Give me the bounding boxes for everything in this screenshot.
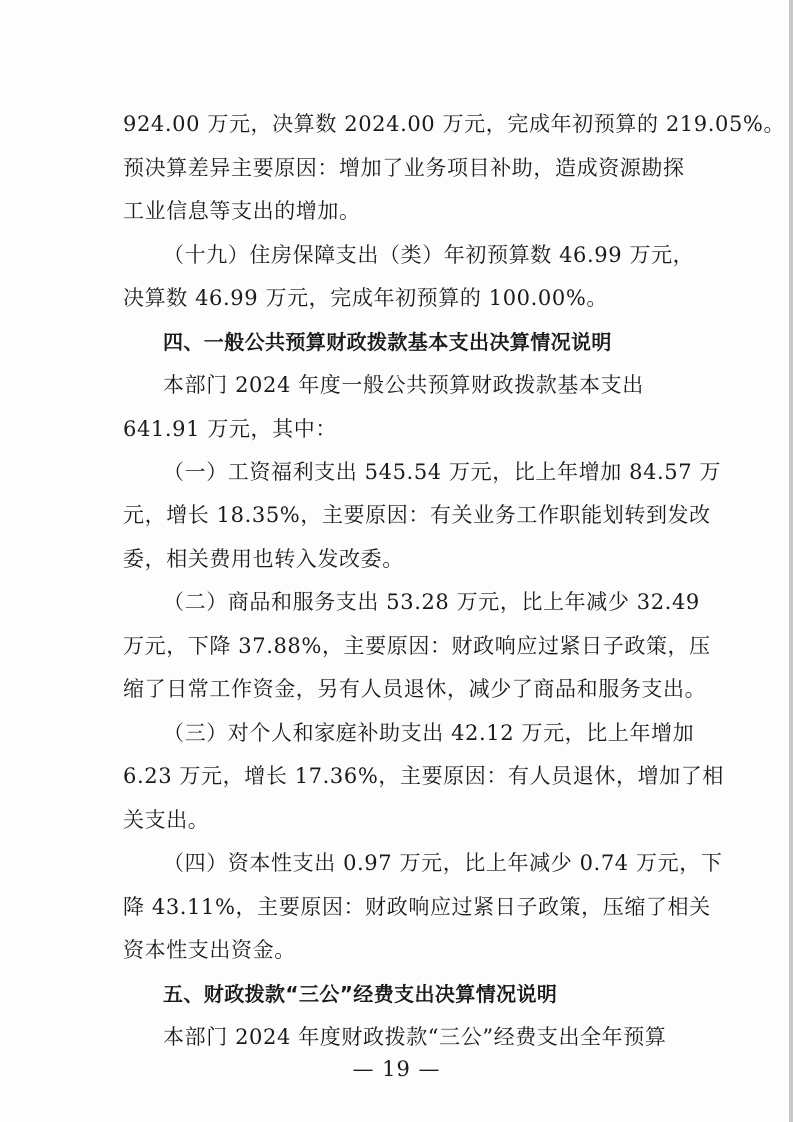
section-heading: 四、一般公共预算财政拨款基本支出决算情况说明 bbox=[163, 330, 612, 354]
text-line: 工业信息等支出的增加。 bbox=[123, 199, 361, 223]
text-line: 本部门 2024 年度一般公共预算财政拨款基本支出 bbox=[163, 373, 644, 397]
text-line: （十九）住房保障支出（类）年初预算数 46.99 万元， bbox=[163, 243, 695, 267]
text-line: 决算数 46.99 万元，完成年初预算的 100.00%。 bbox=[123, 286, 608, 310]
text-line: 本部门 2024 年度财政拨款“三公”经费支出全年预算 bbox=[163, 1025, 667, 1049]
text-line: 元，增长 18.35%，主要原因：有关业务工作职能划转到发改 bbox=[123, 503, 711, 527]
text-line: 降 43.11%，主要原因：财政响应过紧日子政策，压缩了相关 bbox=[123, 895, 711, 919]
text-line: 924.00 万元，决算数 2024.00 万元，完成年初预算的 219.05%。 bbox=[123, 112, 786, 136]
page-number: — 19 — bbox=[352, 1057, 441, 1081]
text-line: （二）商品和服务支出 53.28 万元，比上年减少 32.49 bbox=[163, 590, 700, 614]
section-heading: 五、财政拨款“三公”经费支出决算情况说明 bbox=[163, 982, 558, 1006]
text-line: 缩了日常工作资金，另有人员退休，减少了商品和服务支出。 bbox=[123, 677, 707, 701]
text-line: 万元，下降 37.88%，主要原因：财政响应过紧日子政策，压 bbox=[123, 634, 711, 658]
text-line: 委，相关费用也转入发改委。 bbox=[123, 547, 404, 571]
text-line: （四）资本性支出 0.97 万元，比上年减少 0.74 万元，下 bbox=[163, 851, 723, 875]
text-line: 预决算差异主要原因：增加了业务项目补助，造成资源勘探 bbox=[123, 156, 685, 180]
text-line: 关支出。 bbox=[123, 808, 210, 832]
text-line: 6.23 万元，增长 17.36%，主要原因：有人员退休，增加了相 bbox=[123, 764, 724, 788]
text-line: 资本性支出资金。 bbox=[123, 938, 296, 962]
text-line: 641.91 万元，其中： bbox=[123, 417, 337, 441]
text-line: （三）对个人和家庭补助支出 42.12 万元，比上年增加 bbox=[163, 721, 695, 745]
text-line: （一）工资福利支出 545.54 万元，比上年增加 84.57 万 bbox=[163, 460, 722, 484]
